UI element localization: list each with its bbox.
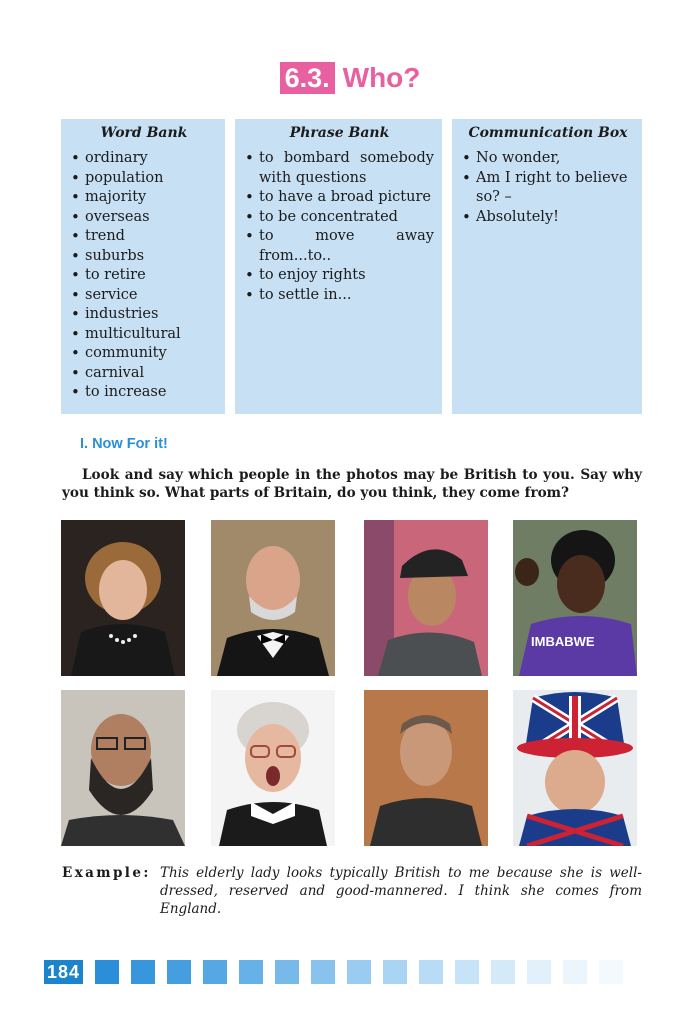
word-bank-item: • population [71,169,217,189]
task-instructions: Look and say which people in the photos may be British to you. Say why you think so. What parts of Britain, do you think, they come from? [62,467,642,501]
footer-square [455,960,479,984]
footer-square [563,960,587,984]
photo-young-man-cap [364,520,488,676]
word-bank-item: • carnival [71,364,217,384]
photo-woman-pearls [61,520,185,676]
footer-square [275,960,299,984]
word-bank-title: Word Bank [100,125,188,141]
communication-box-list [462,149,634,227]
photo-man-bowtie [211,520,335,676]
phrase-bank-item: • to enjoy rights [245,266,434,286]
phrase-bank-item: • to have a broad picture [245,188,434,208]
communication-item: • No wonder, [462,149,634,169]
footer-square [131,960,155,984]
section-heading: I. Now For it! [80,436,168,452]
footer-square [167,960,191,984]
example-label: Example: [62,865,151,881]
page-number: 184 [44,960,83,984]
phrase-bank-title: Phrase Bank [289,125,390,141]
footer-square [311,960,335,984]
word-bank-item: • trend [71,227,217,247]
phrase-bank-item: • to settle in... [245,286,434,306]
word-bank-item: • ordinary [71,149,217,169]
example-block [62,864,642,918]
footer-square [203,960,227,984]
word-bank-item: • to increase [71,383,217,403]
word-bank-item: • overseas [71,208,217,228]
photo-man-beard-glasses [61,690,185,846]
word-bank-item: • majority [71,188,217,208]
decorative-squares [95,960,623,984]
phrase-bank-item: • to move away from...to.. [245,227,434,266]
word-bank-item: • service [71,286,217,306]
page-header [0,62,700,94]
word-bank-item: • suburbs [71,247,217,267]
example-text: This elderly lady looks typically British to me because she is well-dressed, reserved and good-mannered. I think she comes from England. [160,865,642,917]
word-bank-item: • industries [71,305,217,325]
phrase-bank-item: • to be concentrated [245,208,434,228]
footer-square [599,960,623,984]
footer-square [347,960,371,984]
footer-square [95,960,119,984]
communication-item: • Am I right to believe so? – [462,169,634,208]
section-number: 6.3. [280,62,335,94]
photo-man-short-hair [364,690,488,846]
phrase-bank-box [235,119,442,414]
photo-elderly-lady [211,690,335,846]
footer-square [383,960,407,984]
shirt-text: IMBABWE [531,634,595,649]
word-bank-list [71,149,217,403]
word-bank-item: • community [71,344,217,364]
communication-item: • Absolutely! [462,208,634,228]
photo-man-union-jack-hat [513,690,637,846]
footer-square [239,960,263,984]
communication-box-title: Communication Box [468,125,628,141]
communication-box [452,119,642,414]
footer-square [491,960,515,984]
word-bank-item: • multicultural [71,325,217,345]
word-bank-box [61,119,225,414]
phrase-bank-item: • to bombard somebody with questions [245,149,434,188]
photo-woman-purple-shirt [513,520,637,676]
section-title: Who? [342,62,421,93]
phrase-bank-list [245,149,434,305]
word-bank-item: • to retire [71,266,217,286]
footer-square [527,960,551,984]
page-footer [44,960,623,984]
footer-square [419,960,443,984]
